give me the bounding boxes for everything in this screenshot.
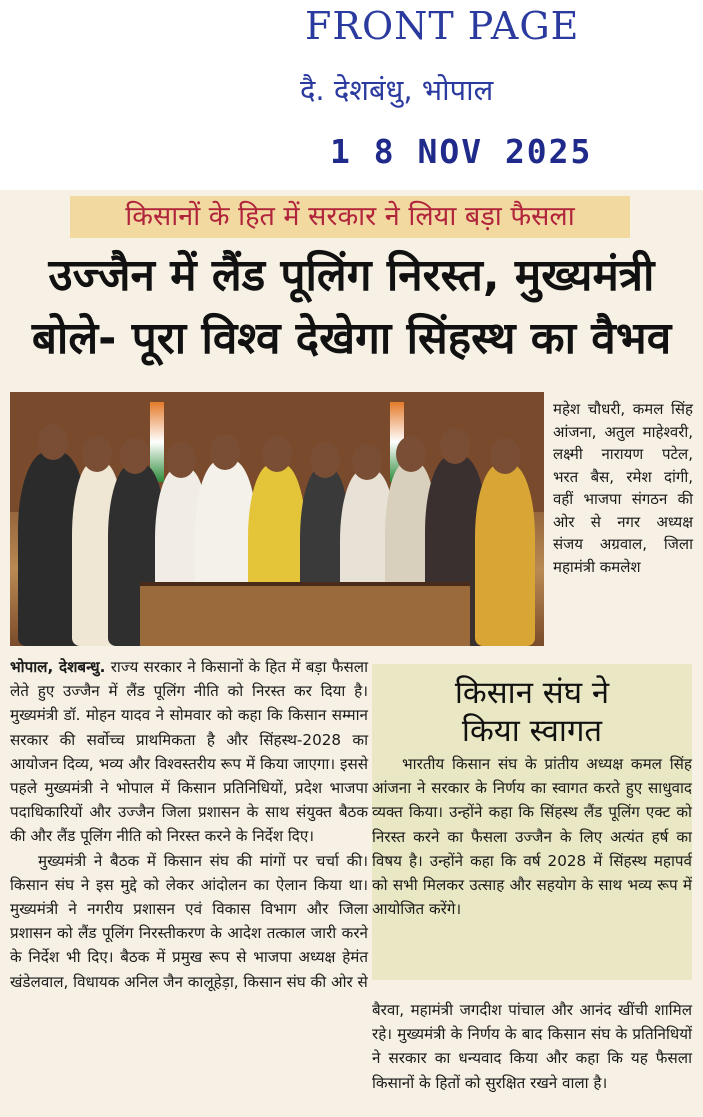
person-9-head [396, 436, 426, 472]
headline [10, 244, 693, 370]
person-11-head [490, 438, 520, 474]
person-2-head [82, 436, 112, 472]
side-column-text: महेश चौधरी, कमल सिंह आंजना, अतुल माहेश्वरी, लक्ष्मी नारायण पटेल, भरत बैस, रमेश दांगी, वहीं भाजपा संगठन की ओर से नगर अध्यक्ष संजय अग्रवाल, जिला महामंत्री कमलेश [553, 400, 693, 576]
main-column [10, 655, 368, 994]
news-photo [10, 392, 544, 646]
sub-story-paragraph: भारतीय किसान संघ के प्रांतीय अध्यक्ष कमल सिंह आंजना ने सरकार के निर्णय का स्वागत करते हुए साधुवाद व्यक्त किया। उन्होंने कहा कि सिंहस्थ लैंड पूलिंग एक्ट को निरस्त करने का फैसला उज्जैन के लिए अत्यंत हर्ष का विषय है। उन्होंने कहा कि वर्ष 2028 में सिंहस्थ महापर्व को सभी मिलकर उत्साह और सहयोग के साथ भव्य रूप में आयोजित करेंगे। [372, 755, 692, 919]
clipping-stamp [0, 0, 703, 180]
headline-line-1: उज्जैन में लैंड पूलिंग निरस्त, मुख्यमंत्री [48, 250, 655, 301]
kicker-banner: किसानों के हित में सरकार ने लिया बड़ा फैसला [70, 196, 630, 238]
paragraph-1 [10, 655, 368, 849]
sub-story-text [372, 752, 692, 921]
dateline: भोपाल, देशबन्धु. [10, 658, 106, 676]
person-10-head [440, 428, 470, 464]
sub-headline-line-2: किया स्वागत [461, 713, 603, 749]
person-6-head [262, 436, 292, 472]
person-8-head [352, 444, 382, 480]
paragraph-2: मुख्यमंत्री ने बैठक में किसान संघ की मांगों पर चर्चा की। किसान संघ ने इस मुद्दे को लेकर आंदोलन का ऐलान किया था। मुख्यमंत्री ने नगरीय प्रशासन एवं विकास विभाग और जिला प्रशासन को लैंड पूलिंग निरस्तीकरण के आदेश तत्काल जारी करने के निर्देश भी दिए। बैठक में प्रमुख रूप से भाजपा अध्यक्ष हेमंत खंडेलवाल, विधायक अनिल जैन कालूहेड़ा, किसान संघ की ओर से [10, 851, 368, 991]
person-1-head [38, 424, 68, 460]
person-3-head [120, 438, 150, 474]
headline-line-2: बोले- पूरा विश्व देखेगा सिंहस्थ का वैभव [31, 313, 672, 364]
person-7-head [310, 442, 340, 478]
sub-headline-line-1: किसान संघ ने [454, 675, 610, 711]
stamp-publication: दै. देशबंधु, भोपाल [300, 73, 494, 107]
paragraph-1-text: राज्य सरकार ने किसानों के हित में बड़ा फैसला लेते हुए उज्जैन में लैंड पूलिंग नीति को निरस्त कर दिया है। मुख्यमंत्री डॉ. मोहन यादव ने सोमवार को कहा कि किसान सम्मान सरकार की सर्वोच्च प्राथमिकता है और सिंहस्थ-2028 का आयोजन दिव्य, भव्य और विश्वस्तरीय रूप में किया जाएगा। इससे पहले मुख्यमंत्री ने भोपाल में किसान प्रतिनिधियों, प्रदेश भाजपा पदाधिकारियों और उज्जैन जिला प्रशासन के साथ संयुक्त बैठक की और लैंड पूलिंग नीति को निरस्त करने के निर्देश दिए। [10, 658, 369, 846]
conference-table [140, 582, 470, 646]
stamp-label: FRONT PAGE [305, 4, 580, 48]
person-5-head [210, 434, 240, 470]
person-4-head [166, 442, 196, 478]
person-11 [475, 464, 535, 646]
stamp-date: 1 8 NOV 2025 [330, 132, 593, 171]
sub-headline [372, 674, 692, 750]
right-column-end-text: बैरवा, महामंत्री जगदीश पांचाल और आनंद खींची शामिल रहे। मुख्यमंत्री के निर्णय के बाद किसान संघ के प्रतिनिधियों ने सरकार का धन्यवाद किया और कहा कि यह फैसला किसानों के हितों को सुरक्षित रखने वाला है। [372, 1001, 692, 1092]
